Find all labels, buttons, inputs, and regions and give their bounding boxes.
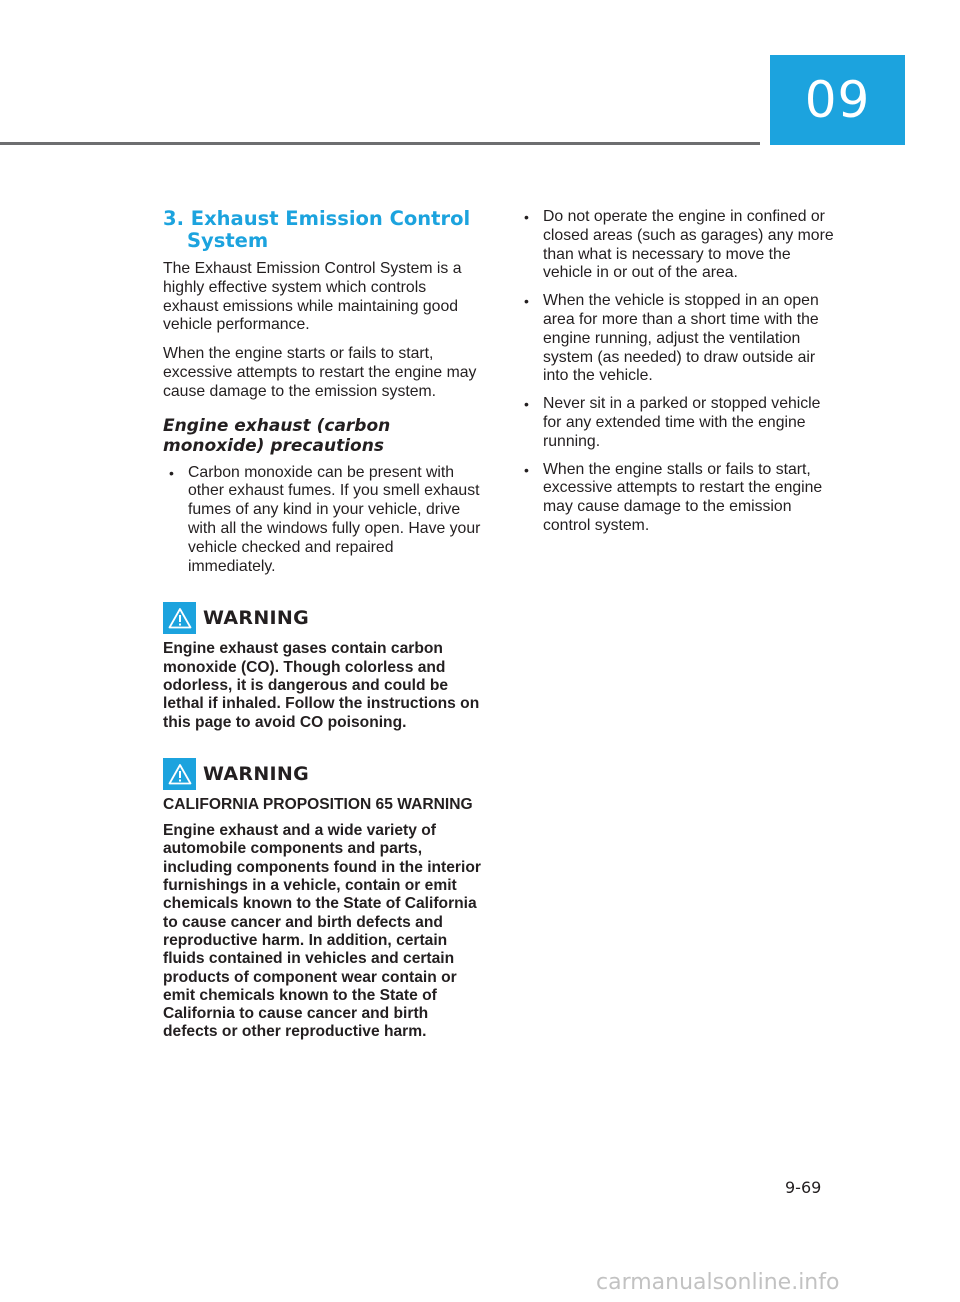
bullet-icon: • xyxy=(169,464,174,481)
watermark: carmanualsonline.info xyxy=(596,1270,840,1295)
list-item-text: Do not operate the engine in confined or closed areas (such as garages) any more than what is necessary to move the vehicle in or out of the area. xyxy=(543,208,834,282)
sub-heading: Engine exhaust (carbon monoxide) precautions xyxy=(163,415,391,456)
warning-box xyxy=(163,602,485,731)
section-title: 3. Exhaust Emission Control System xyxy=(163,207,471,252)
intro-paragraph: The Exhaust Emission Control System is a highly effective system which controls exhaust emissions while maintaining good vehicle performance. xyxy=(163,260,462,334)
left-column xyxy=(163,208,485,1050)
list-item xyxy=(518,395,843,451)
list-item xyxy=(518,208,843,283)
chapter-tab xyxy=(770,55,905,145)
bullet-icon: • xyxy=(524,396,529,413)
right-column xyxy=(518,208,843,545)
warning-header xyxy=(163,758,485,790)
bullet-icon: • xyxy=(524,461,529,478)
header-rule xyxy=(0,142,760,145)
warning-header xyxy=(163,602,485,634)
list-item-text: Never sit in a parked or stopped vehicle for any extended time with the engine running. xyxy=(543,395,821,450)
list-item xyxy=(518,461,843,536)
bullet-list xyxy=(163,464,485,577)
intro-paragraph: When the engine starts or fails to start, excessive attempts to restart the engine may cause damage to the emission system. xyxy=(163,345,477,400)
warning-text: Engine exhaust and a wide variety of automobile components and parts, including components found in the interior furnishings in a vehicle, contain or emit chemicals known to the State of California to cause cancer and birth defects and reproductive harm. In addition, certain fluids contained in vehicles and certain products of component wear contain or emit chemicals known to the State of California to cause cancer and birth defects or other reproductive harm. xyxy=(163,822,481,1041)
list-item-text: When the engine stalls or fails to start, excessive attempts to restart the engine may cause damage to the emission control system. xyxy=(543,460,823,534)
warning-triangle-icon xyxy=(163,602,196,634)
bullet-icon: • xyxy=(524,293,529,310)
bullet-list xyxy=(518,208,843,536)
list-item xyxy=(518,292,843,386)
warning-box xyxy=(163,758,485,1042)
page-number: 9-69 xyxy=(785,1178,822,1197)
chapter-number: 09 xyxy=(804,71,871,129)
warning-title: WARNING xyxy=(203,762,310,785)
list-item xyxy=(163,464,485,577)
warning-text: CALIFORNIA PROPOSITION 65 WARNING xyxy=(163,795,473,813)
list-item-text: Carbon monoxide can be present with other exhaust fumes. If you smell exhaust fumes of any kind in your vehicle, drive with all the windows fully open. Have your vehicle checked and repaired immediately. xyxy=(188,463,481,575)
bullet-icon: • xyxy=(524,209,529,225)
warning-text: Engine exhaust gases contain carbon monoxide (CO). Though colorless and odorless, it is dangerous and could be lethal if inhaled. Follow the instructions on this page to avoid CO poisoning. xyxy=(163,640,480,731)
list-item-text: When the vehicle is stopped in an open area for more than a short time with the engine running, adjust the ventilation system (as needed) to draw outside air into the vehicle. xyxy=(543,292,819,385)
warning-title: WARNING xyxy=(203,607,310,630)
warning-triangle-icon xyxy=(163,758,196,790)
